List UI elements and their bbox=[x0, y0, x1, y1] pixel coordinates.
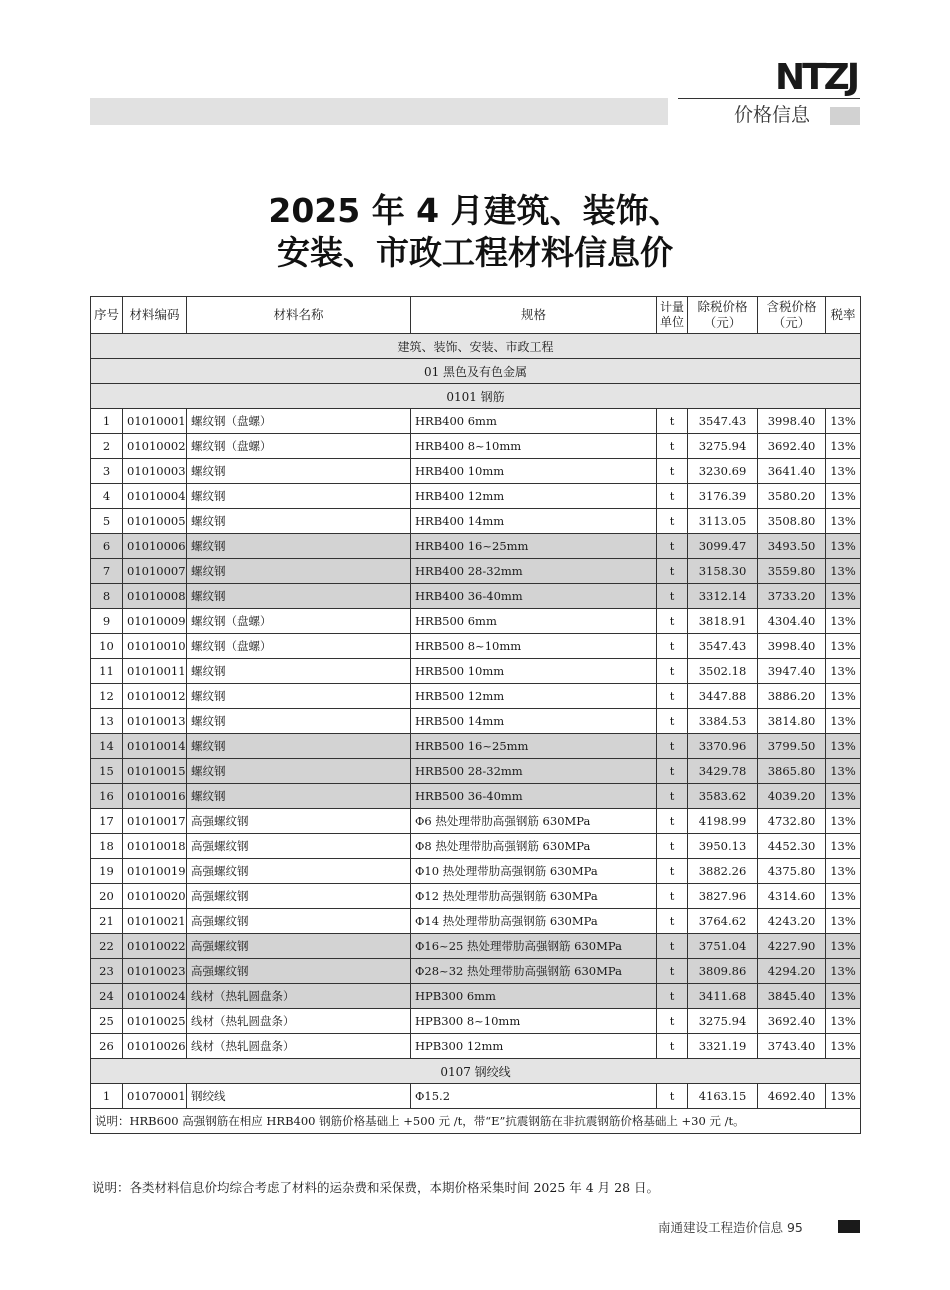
cell-no: 8 bbox=[91, 584, 123, 609]
table-row bbox=[91, 484, 861, 509]
cell-price-ex: 4198.99 bbox=[688, 809, 758, 834]
cell-name: 线材（热轧圆盘条） bbox=[187, 1009, 411, 1034]
cell-unit: t bbox=[657, 909, 688, 934]
cell-price-inc: 3865.80 bbox=[758, 759, 826, 784]
cell-unit: t bbox=[657, 484, 688, 509]
table-row bbox=[91, 534, 861, 559]
table-row bbox=[91, 684, 861, 709]
cell-name: 螺纹钢 bbox=[187, 484, 411, 509]
category-0101-row bbox=[91, 384, 861, 409]
cell-unit: t bbox=[657, 609, 688, 634]
cell-price-ex: 3158.30 bbox=[688, 559, 758, 584]
section-marker bbox=[830, 107, 860, 125]
cell-price-inc: 3733.20 bbox=[758, 584, 826, 609]
cell-no: 10 bbox=[91, 634, 123, 659]
category-main: 建筑、装饰、安装、市政工程 bbox=[91, 334, 861, 359]
cell-code: 01010007 bbox=[123, 559, 187, 584]
cell-name: 高强螺纹钢 bbox=[187, 884, 411, 909]
cell-spec: HRB500 10mm bbox=[411, 659, 657, 684]
cell-price-inc: 4294.20 bbox=[758, 959, 826, 984]
table-note-row bbox=[91, 1109, 861, 1134]
cell-tax: 13% bbox=[826, 734, 861, 759]
cell-code: 01010018 bbox=[123, 834, 187, 859]
cell-no: 25 bbox=[91, 1009, 123, 1034]
table-row bbox=[91, 459, 861, 484]
cell-code: 01010019 bbox=[123, 859, 187, 884]
cell-price-ex: 3384.53 bbox=[688, 709, 758, 734]
cell-spec: Φ10 热处理带肋高强钢筋 630MPa bbox=[411, 859, 657, 884]
cell-unit: t bbox=[657, 1034, 688, 1059]
cell-code: 01010010 bbox=[123, 634, 187, 659]
cell-tax: 13% bbox=[826, 584, 861, 609]
cell-code: 01010024 bbox=[123, 984, 187, 1009]
cell-price-ex: 3429.78 bbox=[688, 759, 758, 784]
cell-price-inc: 3692.40 bbox=[758, 434, 826, 459]
cell-price-inc: 3947.40 bbox=[758, 659, 826, 684]
title-line-2: 安装、市政工程材料信息价 bbox=[277, 233, 673, 272]
cell-unit: t bbox=[657, 959, 688, 984]
cell-tax: 13% bbox=[826, 934, 861, 959]
cell-tax: 13% bbox=[826, 459, 861, 484]
cell-name: 高强螺纹钢 bbox=[187, 934, 411, 959]
cell-price-inc: 3998.40 bbox=[758, 409, 826, 434]
cell-price-inc: 3743.40 bbox=[758, 1034, 826, 1059]
cell-price-ex: 3321.19 bbox=[688, 1034, 758, 1059]
cell-tax: 13% bbox=[826, 409, 861, 434]
cell-tax: 13% bbox=[826, 484, 861, 509]
cell-price-inc: 3493.50 bbox=[758, 534, 826, 559]
cell-code: 01010015 bbox=[123, 759, 187, 784]
table-row bbox=[91, 609, 861, 634]
cell-name: 高强螺纹钢 bbox=[187, 959, 411, 984]
cell-code: 01010002 bbox=[123, 434, 187, 459]
cell-no: 6 bbox=[91, 534, 123, 559]
cell-price-inc: 4732.80 bbox=[758, 809, 826, 834]
footer-text: 南通建设工程造价信息 95 bbox=[658, 1220, 803, 1235]
cell-price-inc: 3814.80 bbox=[758, 709, 826, 734]
cell-tax: 13% bbox=[826, 984, 861, 1009]
cell-unit: t bbox=[657, 584, 688, 609]
table-row bbox=[91, 734, 861, 759]
cell-unit: t bbox=[657, 459, 688, 484]
cell-price-ex: 3818.91 bbox=[688, 609, 758, 634]
cell-no: 22 bbox=[91, 934, 123, 959]
table-row bbox=[91, 559, 861, 584]
cell-unit: t bbox=[657, 634, 688, 659]
cell-price-ex: 3275.94 bbox=[688, 434, 758, 459]
cell-spec: HRB500 14mm bbox=[411, 709, 657, 734]
cell-no: 2 bbox=[91, 434, 123, 459]
cell-price-inc: 3559.80 bbox=[758, 559, 826, 584]
cell-code: 01010022 bbox=[123, 934, 187, 959]
cell-price-ex: 3882.26 bbox=[688, 859, 758, 884]
cell-name: 线材（热轧圆盘条） bbox=[187, 1034, 411, 1059]
cell-spec: HRB400 14mm bbox=[411, 509, 657, 534]
cell-price-ex: 3950.13 bbox=[688, 834, 758, 859]
footer-marker bbox=[838, 1220, 860, 1233]
cell-unit: t bbox=[657, 1009, 688, 1034]
cell-spec: HRB500 36-40mm bbox=[411, 784, 657, 809]
table-row bbox=[91, 984, 861, 1009]
cell-price-ex: 3370.96 bbox=[688, 734, 758, 759]
cell-unit: t bbox=[657, 659, 688, 684]
cell-name: 螺纹钢 bbox=[187, 459, 411, 484]
table-row bbox=[91, 859, 861, 884]
cell-name: 螺纹钢 bbox=[187, 584, 411, 609]
cell-name: 螺纹钢 bbox=[187, 709, 411, 734]
category-0101: 0101 钢筋 bbox=[91, 384, 861, 409]
cell-spec: HRB500 28-32mm bbox=[411, 759, 657, 784]
cell-code: 01010023 bbox=[123, 959, 187, 984]
cell-price-inc: 4039.20 bbox=[758, 784, 826, 809]
cell-name: 高强螺纹钢 bbox=[187, 834, 411, 859]
table-row bbox=[91, 834, 861, 859]
header-code: 材料编码 bbox=[123, 297, 187, 334]
header-price-inc: 含税价格（元） bbox=[758, 297, 826, 334]
cell-spec: HRB500 16~25mm bbox=[411, 734, 657, 759]
cell-spec: Φ6 热处理带肋高强钢筋 630MPa bbox=[411, 809, 657, 834]
cell-name: 螺纹钢（盘螺） bbox=[187, 409, 411, 434]
cell-no: 4 bbox=[91, 484, 123, 509]
cell-spec: Φ12 热处理带肋高强钢筋 630MPa bbox=[411, 884, 657, 909]
cell-price-inc: 3886.20 bbox=[758, 684, 826, 709]
cell-no: 13 bbox=[91, 709, 123, 734]
table-row bbox=[91, 1009, 861, 1034]
cell-price-ex: 3099.47 bbox=[688, 534, 758, 559]
cell-tax: 13% bbox=[826, 909, 861, 934]
cell-spec: Φ16~25 热处理带肋高强钢筋 630MPa bbox=[411, 934, 657, 959]
cell-price-inc: 4227.90 bbox=[758, 934, 826, 959]
cell-price-ex: 3113.05 bbox=[688, 509, 758, 534]
cell-no: 21 bbox=[91, 909, 123, 934]
cell-spec: HRB400 16~25mm bbox=[411, 534, 657, 559]
cell-tax: 13% bbox=[826, 1084, 861, 1109]
cell-spec: HRB400 8~10mm bbox=[411, 434, 657, 459]
cell-code: 01010003 bbox=[123, 459, 187, 484]
cell-name: 螺纹钢 bbox=[187, 684, 411, 709]
cell-tax: 13% bbox=[826, 609, 861, 634]
table-row bbox=[91, 509, 861, 534]
cell-unit: t bbox=[657, 934, 688, 959]
cell-spec: HPB300 6mm bbox=[411, 984, 657, 1009]
cell-tax: 13% bbox=[826, 759, 861, 784]
cell-code: 01070001 bbox=[123, 1084, 187, 1109]
cell-price-ex: 3447.88 bbox=[688, 684, 758, 709]
category-0107-row bbox=[91, 1059, 861, 1084]
cell-unit: t bbox=[657, 1084, 688, 1109]
table-row bbox=[91, 909, 861, 934]
cell-no: 1 bbox=[91, 1084, 123, 1109]
cell-code: 01010026 bbox=[123, 1034, 187, 1059]
category-01: 01 黑色及有色金属 bbox=[91, 359, 861, 384]
cell-tax: 13% bbox=[826, 859, 861, 884]
cell-price-inc: 4375.80 bbox=[758, 859, 826, 884]
cell-tax: 13% bbox=[826, 834, 861, 859]
cell-price-ex: 3547.43 bbox=[688, 634, 758, 659]
table-row bbox=[91, 409, 861, 434]
cell-spec: HRB400 36-40mm bbox=[411, 584, 657, 609]
table-row bbox=[91, 934, 861, 959]
cell-no: 11 bbox=[91, 659, 123, 684]
header-rule bbox=[678, 98, 860, 99]
cell-unit: t bbox=[657, 684, 688, 709]
cell-name: 高强螺纹钢 bbox=[187, 909, 411, 934]
table-row bbox=[91, 759, 861, 784]
cell-unit: t bbox=[657, 709, 688, 734]
cell-name: 螺纹钢 bbox=[187, 559, 411, 584]
cell-spec: HRB400 6mm bbox=[411, 409, 657, 434]
cell-price-inc: 3580.20 bbox=[758, 484, 826, 509]
cell-price-ex: 3751.04 bbox=[688, 934, 758, 959]
table-row bbox=[91, 634, 861, 659]
table-note: 说明：HRB600 高强钢筋在相应 HRB400 钢筋价格基础上 +500 元 /t，带“E”抗震钢筋在非抗震钢筋价格基础上 +30 元 /t。 bbox=[91, 1109, 861, 1134]
cell-tax: 13% bbox=[826, 884, 861, 909]
cell-spec: HRB500 12mm bbox=[411, 684, 657, 709]
cell-price-inc: 4243.20 bbox=[758, 909, 826, 934]
cell-spec: HRB400 12mm bbox=[411, 484, 657, 509]
cell-spec: HPB300 8~10mm bbox=[411, 1009, 657, 1034]
cell-code: 01010020 bbox=[123, 884, 187, 909]
cell-price-inc: 3799.50 bbox=[758, 734, 826, 759]
cell-code: 01010011 bbox=[123, 659, 187, 684]
cell-price-inc: 3641.40 bbox=[758, 459, 826, 484]
section-label: 价格信息 bbox=[734, 104, 811, 126]
cell-code: 01010005 bbox=[123, 509, 187, 534]
cell-price-ex: 3176.39 bbox=[688, 484, 758, 509]
cell-unit: t bbox=[657, 409, 688, 434]
cell-code: 01010012 bbox=[123, 684, 187, 709]
cell-price-ex: 3312.14 bbox=[688, 584, 758, 609]
table-row bbox=[91, 1034, 861, 1059]
cell-name: 螺纹钢 bbox=[187, 759, 411, 784]
cell-no: 17 bbox=[91, 809, 123, 834]
cell-price-ex: 3764.62 bbox=[688, 909, 758, 934]
cell-code: 01010001 bbox=[123, 409, 187, 434]
cell-name: 线材（热轧圆盘条） bbox=[187, 984, 411, 1009]
header-band bbox=[90, 98, 668, 125]
table-row bbox=[91, 884, 861, 909]
cell-name: 高强螺纹钢 bbox=[187, 809, 411, 834]
cell-no: 18 bbox=[91, 834, 123, 859]
header-unit: 计量单位 bbox=[657, 297, 688, 334]
cell-spec: HRB400 10mm bbox=[411, 459, 657, 484]
cell-spec: Φ14 热处理带肋高强钢筋 630MPa bbox=[411, 909, 657, 934]
cell-no: 12 bbox=[91, 684, 123, 709]
table-row bbox=[91, 809, 861, 834]
cell-name: 钢绞线 bbox=[187, 1084, 411, 1109]
table-row bbox=[91, 1084, 861, 1109]
table-row bbox=[91, 584, 861, 609]
header-spec: 规格 bbox=[411, 297, 657, 334]
cell-price-inc: 4314.60 bbox=[758, 884, 826, 909]
cell-unit: t bbox=[657, 784, 688, 809]
cell-unit: t bbox=[657, 859, 688, 884]
cell-no: 24 bbox=[91, 984, 123, 1009]
cell-tax: 13% bbox=[826, 1034, 861, 1059]
cell-code: 01010021 bbox=[123, 909, 187, 934]
category-main-row bbox=[91, 334, 861, 359]
cell-tax: 13% bbox=[826, 684, 861, 709]
cell-code: 01010009 bbox=[123, 609, 187, 634]
cell-tax: 13% bbox=[826, 709, 861, 734]
cell-spec: Φ28~32 热处理带肋高强钢筋 630MPa bbox=[411, 959, 657, 984]
cell-unit: t bbox=[657, 834, 688, 859]
title-line-1: 2025 年 4 月建筑、装饰、 bbox=[268, 191, 682, 230]
header-price-ex: 除税价格（元） bbox=[688, 297, 758, 334]
header-tax: 税率 bbox=[826, 297, 861, 334]
ntzj-logo: NTZJ bbox=[775, 57, 858, 98]
cell-code: 01010017 bbox=[123, 809, 187, 834]
cell-code: 01010013 bbox=[123, 709, 187, 734]
cell-name: 高强螺纹钢 bbox=[187, 859, 411, 884]
cell-price-inc: 3845.40 bbox=[758, 984, 826, 1009]
cell-name: 螺纹钢 bbox=[187, 509, 411, 534]
cell-spec: HRB500 6mm bbox=[411, 609, 657, 634]
cell-price-ex: 3547.43 bbox=[688, 409, 758, 434]
cell-unit: t bbox=[657, 809, 688, 834]
footnote: 说明：各类材料信息价均综合考虑了材料的运杂费和采保费，本期价格采集时间 2025 年 4 月 28 日。 bbox=[92, 1180, 660, 1195]
table-row bbox=[91, 659, 861, 684]
cell-no: 19 bbox=[91, 859, 123, 884]
table-row bbox=[91, 709, 861, 734]
cell-tax: 13% bbox=[826, 659, 861, 684]
cell-unit: t bbox=[657, 759, 688, 784]
cell-tax: 13% bbox=[826, 434, 861, 459]
table-header bbox=[91, 297, 861, 334]
cell-name: 螺纹钢 bbox=[187, 734, 411, 759]
cell-unit: t bbox=[657, 559, 688, 584]
header-no: 序号 bbox=[91, 297, 123, 334]
cell-spec: HPB300 12mm bbox=[411, 1034, 657, 1059]
cell-price-inc: 3998.40 bbox=[758, 634, 826, 659]
cell-spec: Φ15.2 bbox=[411, 1084, 657, 1109]
cell-tax: 13% bbox=[826, 559, 861, 584]
cell-name: 螺纹钢（盘螺） bbox=[187, 609, 411, 634]
header-name: 材料名称 bbox=[187, 297, 411, 334]
cell-price-ex: 4163.15 bbox=[688, 1084, 758, 1109]
cell-no: 23 bbox=[91, 959, 123, 984]
cell-spec: Φ8 热处理带肋高强钢筋 630MPa bbox=[411, 834, 657, 859]
cell-name: 螺纹钢 bbox=[187, 659, 411, 684]
cell-unit: t bbox=[657, 984, 688, 1009]
cell-name: 螺纹钢 bbox=[187, 784, 411, 809]
cell-no: 9 bbox=[91, 609, 123, 634]
cell-price-ex: 3809.86 bbox=[688, 959, 758, 984]
cell-name: 螺纹钢（盘螺） bbox=[187, 634, 411, 659]
cell-price-ex: 3275.94 bbox=[688, 1009, 758, 1034]
cell-spec: HRB500 8~10mm bbox=[411, 634, 657, 659]
cell-no: 3 bbox=[91, 459, 123, 484]
cell-unit: t bbox=[657, 434, 688, 459]
cell-no: 20 bbox=[91, 884, 123, 909]
cell-name: 螺纹钢 bbox=[187, 534, 411, 559]
cell-no: 1 bbox=[91, 409, 123, 434]
cell-no: 7 bbox=[91, 559, 123, 584]
cell-no: 14 bbox=[91, 734, 123, 759]
cell-code: 01010008 bbox=[123, 584, 187, 609]
cell-tax: 13% bbox=[826, 809, 861, 834]
cell-spec: HRB400 28-32mm bbox=[411, 559, 657, 584]
table-row bbox=[91, 784, 861, 809]
price-table bbox=[90, 296, 861, 1134]
category-01-row bbox=[91, 359, 861, 384]
cell-code: 01010025 bbox=[123, 1009, 187, 1034]
cell-unit: t bbox=[657, 509, 688, 534]
cell-code: 01010014 bbox=[123, 734, 187, 759]
cell-code: 01010016 bbox=[123, 784, 187, 809]
cell-price-ex: 3502.18 bbox=[688, 659, 758, 684]
cell-tax: 13% bbox=[826, 1009, 861, 1034]
cell-price-inc: 4452.30 bbox=[758, 834, 826, 859]
cell-code: 01010004 bbox=[123, 484, 187, 509]
page-title bbox=[90, 190, 860, 274]
cell-tax: 13% bbox=[826, 634, 861, 659]
cell-tax: 13% bbox=[826, 784, 861, 809]
cell-price-inc: 3508.80 bbox=[758, 509, 826, 534]
cell-no: 16 bbox=[91, 784, 123, 809]
table-row bbox=[91, 434, 861, 459]
cell-price-ex: 3230.69 bbox=[688, 459, 758, 484]
cell-unit: t bbox=[657, 884, 688, 909]
cell-name: 螺纹钢（盘螺） bbox=[187, 434, 411, 459]
cell-unit: t bbox=[657, 734, 688, 759]
cell-price-ex: 3827.96 bbox=[688, 884, 758, 909]
cell-price-inc: 3692.40 bbox=[758, 1009, 826, 1034]
cell-no: 26 bbox=[91, 1034, 123, 1059]
category-0107: 0107 钢绞线 bbox=[91, 1059, 861, 1084]
cell-code: 01010006 bbox=[123, 534, 187, 559]
table-row bbox=[91, 959, 861, 984]
cell-price-inc: 4304.40 bbox=[758, 609, 826, 634]
cell-no: 5 bbox=[91, 509, 123, 534]
cell-tax: 13% bbox=[826, 534, 861, 559]
cell-price-inc: 4692.40 bbox=[758, 1084, 826, 1109]
cell-price-ex: 3411.68 bbox=[688, 984, 758, 1009]
cell-price-ex: 3583.62 bbox=[688, 784, 758, 809]
cell-no: 15 bbox=[91, 759, 123, 784]
cell-unit: t bbox=[657, 534, 688, 559]
cell-tax: 13% bbox=[826, 509, 861, 534]
cell-tax: 13% bbox=[826, 959, 861, 984]
